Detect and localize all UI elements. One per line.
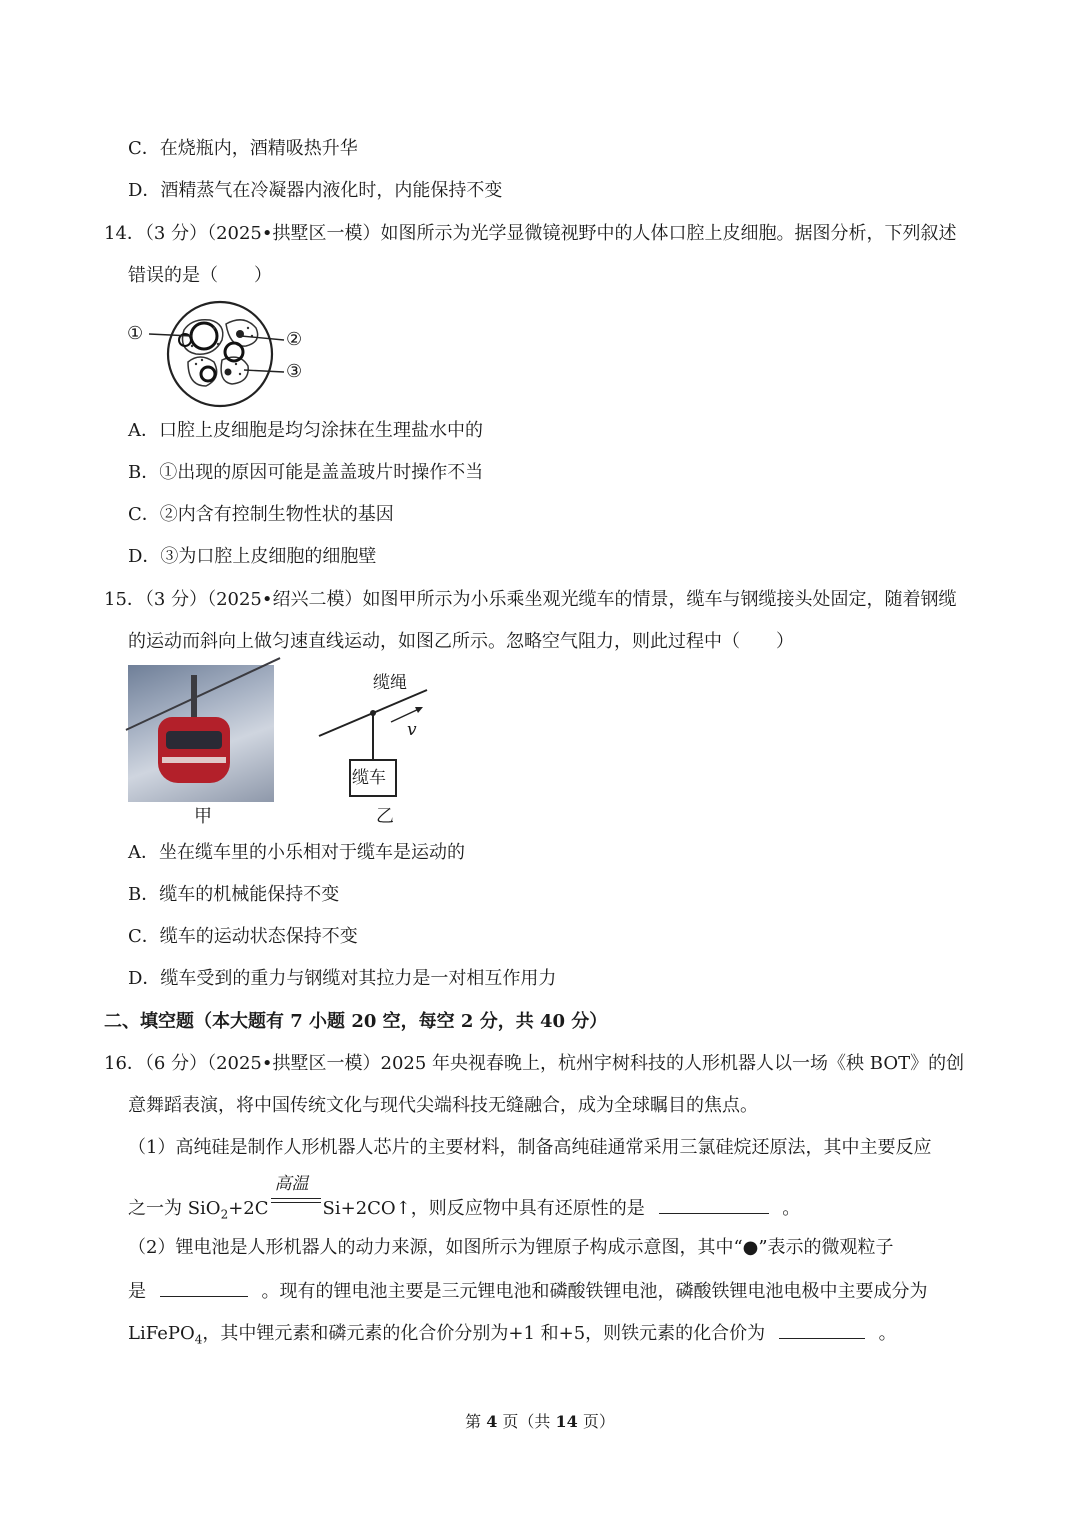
q16-part1-line2 — [128, 1174, 801, 1222]
part1-end: 。 — [782, 1198, 801, 1219]
q16-part1-line1: （1）高纯硅是制作人形机器人芯片的主要材料，制备高纯硅通常采用三氯硅烷还原法，其中主要反应 — [128, 1137, 932, 1158]
q13-option-d: D．酒精蒸气在冷凝器内液化时，内能保持不变 — [128, 180, 503, 201]
figure-label-2: ② — [286, 329, 303, 350]
rope-label: 缆绳 — [373, 673, 407, 693]
q16-part2-line3 — [128, 1320, 897, 1346]
cheek-cell-figure — [122, 300, 322, 408]
footer-prefix: 第 — [465, 1412, 487, 1431]
equation-prefix: 之一为 SiO — [128, 1198, 221, 1219]
q14-stem-line2: 错误的是（ ） — [128, 265, 272, 286]
q16-part2-line1: （2）锂电池是人形机器人的动力来源，如图所示为锂原子构成示意图，其中“●”表示的微观粒子 — [128, 1237, 894, 1258]
q14-option-d: D．③为口腔上皮细胞的细胞壁 — [128, 546, 377, 567]
q15-stem-line1: 15．（3 分）（2025•绍兴二模）如图甲所示为小乐乘坐观光缆车的情景，缆车与钢缆接头处固定，随着钢缆 — [104, 589, 957, 610]
q15-stem-line2: 的运动而斜向上做匀速直线运动，如图乙所示。忽略空气阻力，则此过程中（ ） — [128, 631, 794, 652]
subscript-4: 4 — [194, 1332, 203, 1347]
current-page: 4 — [486, 1412, 498, 1431]
reaction-condition — [269, 1174, 323, 1214]
part2-line3-rest: ，其中锂元素和磷元素的化合价分别为+1 和+5，则铁元素的化合价为 — [202, 1323, 766, 1344]
q15-option-a: A．坐在缆车里的小乐相对于缆车是运动的 — [128, 842, 465, 863]
formula: LiFePO — [128, 1323, 195, 1344]
q16-stem-line2: 意舞蹈表演，将中国传统文化与现代尖端科技无缝融合，成为全球瞩目的焦点。 — [128, 1095, 758, 1116]
field-of-view — [168, 302, 272, 406]
subscript-2: 2 — [220, 1207, 229, 1222]
q15-option-b: B．缆车的机械能保持不变 — [128, 884, 340, 905]
velocity-label: v — [407, 720, 417, 740]
condition-text: 高温 — [274, 1174, 309, 1194]
equation-products: Si+2CO↑，则反应物中具有还原性的是 — [322, 1198, 645, 1219]
nucleus — [225, 369, 232, 376]
q16-part2-line2 — [128, 1278, 927, 1304]
label-3-leader — [244, 370, 284, 372]
section2-heading: 二、填空题（本大题有 7 小题 20 空，每空 2 分，共 40 分） — [104, 1011, 608, 1032]
figure-yi-caption: 乙 — [376, 806, 394, 827]
q14-option-b: B．①出现的原因可能是盖盖玻片时操作不当 — [128, 462, 484, 483]
figure-jia-caption: 甲 — [194, 806, 212, 827]
page-footer — [0, 1409, 1080, 1432]
q14-stem-line1: 14．（3 分）（2025•拱墅区一模）如图所示为光学显微镜视野中的人体口腔上皮细胞。据图分析，下列叙述 — [104, 223, 957, 244]
answer-blank-2[interactable] — [160, 1278, 248, 1297]
part2-end: 。 — [878, 1323, 897, 1344]
figure-label-1: ① — [127, 323, 144, 344]
q15-option-d: D．缆车受到的重力与钢缆对其拉力是一对相互作用力 — [128, 968, 557, 989]
part2-rest: 。现有的锂电池主要是三元锂电池和磷酸铁锂电池，磷酸铁锂电池电极中主要成分为 — [261, 1281, 928, 1302]
air-bubble-small — [201, 367, 215, 381]
equals-sign — [271, 1198, 321, 1203]
equation-reactant2: +2C — [228, 1198, 269, 1219]
q15-option-c: C．缆车的运动状态保持不变 — [128, 926, 358, 947]
footer-suffix: 页） — [577, 1412, 615, 1431]
part2-start: 是 — [128, 1281, 146, 1302]
air-bubble-large — [191, 323, 217, 349]
cable-car-photo — [128, 665, 274, 802]
q14-option-a: A．口腔上皮细胞是均匀涂抹在生理盐水中的 — [128, 420, 483, 441]
car-label: 缆车 — [352, 768, 386, 788]
figure-label-3: ③ — [286, 361, 303, 382]
air-bubble-mid — [225, 343, 243, 361]
q16-stem-line1: 16．（6 分）（2025•拱墅区一模）2025 年央视春晚上，杭州宇树科技的人形机器人以一场《秧 BOT》的创 — [104, 1053, 965, 1074]
q14-option-c: C．②内含有控制生物性状的基因 — [128, 504, 394, 525]
total-pages: 14 — [555, 1412, 578, 1431]
label-2-leader — [241, 336, 284, 340]
q13-option-c: C．在烧瓶内，酒精吸热升华 — [128, 138, 358, 159]
footer-middle: 页（共 — [497, 1412, 556, 1431]
answer-blank-3[interactable] — [779, 1320, 865, 1339]
answer-blank-1[interactable] — [659, 1195, 769, 1214]
